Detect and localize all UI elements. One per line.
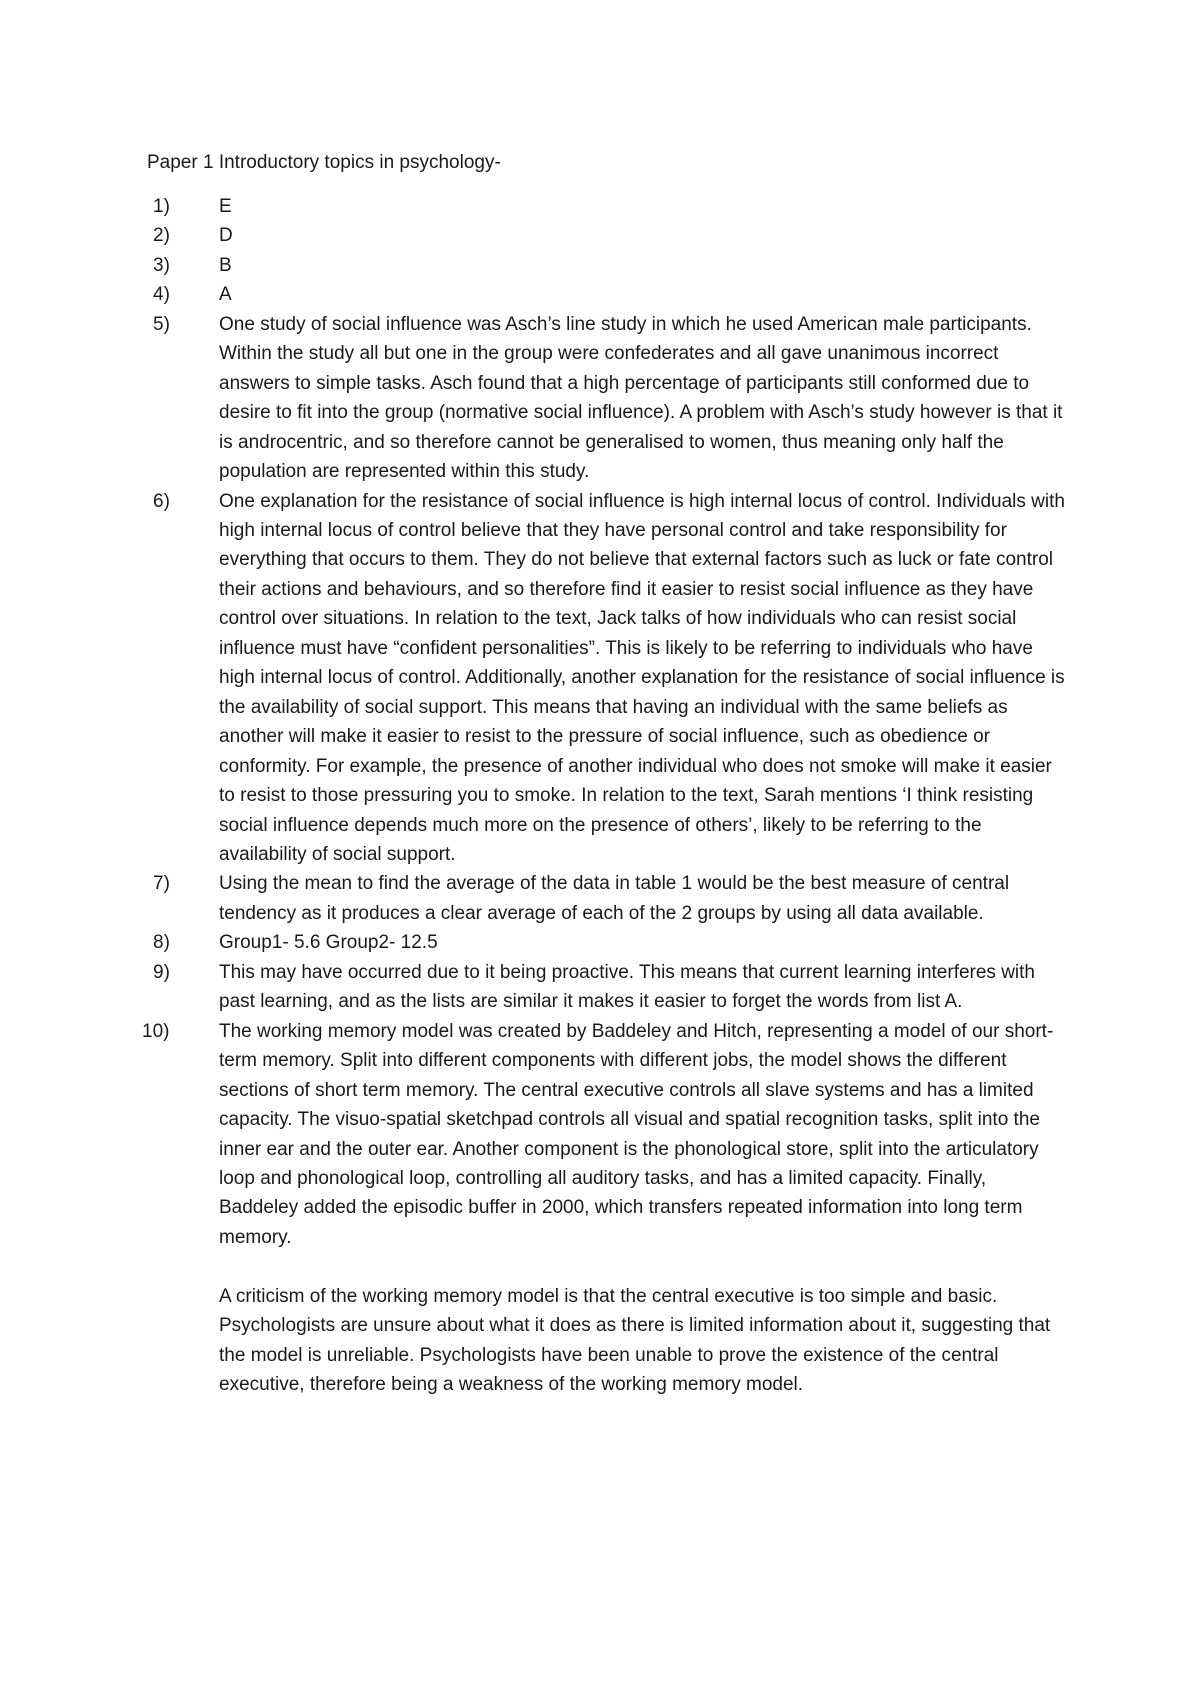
- answer-number: 7): [153, 873, 170, 895]
- answer-item: [142, 1017, 1067, 1400]
- answer-number: 1): [153, 196, 170, 217]
- answer-item: [147, 280, 1067, 309]
- answer-text: This may have occurred due to it being proactive. This means that current learning interferes with past learning, and as the lists are similar it makes it easier to forget the words from list A.: [219, 961, 1035, 1013]
- answer-item: [147, 487, 1067, 870]
- answer-number: 9): [153, 961, 170, 983]
- answer-number: 3): [153, 254, 170, 276]
- answer-item: [147, 310, 1067, 487]
- answer-list: [142, 192, 1067, 1400]
- answer-text: B: [219, 254, 232, 276]
- answer-text-criticism: A criticism of the working memory model is that the central executive is too simple and basic. Psychologists are unsure about what it does as there is limited information about it, suggesting that the model is unreliable. Psychologists have been unable to prove the existence of the central executive, therefore being a weakness of the working memory model.: [219, 1285, 1051, 1396]
- answer-item: [147, 251, 1067, 280]
- answer-number: 6): [153, 490, 170, 512]
- answer-item: [147, 221, 1067, 250]
- answer-item: [147, 869, 1067, 928]
- answer-number: 10): [142, 1020, 170, 1042]
- answer-number: 2): [153, 225, 170, 247]
- answer-number: 8): [153, 932, 170, 954]
- answer-item: [147, 192, 1067, 221]
- answer-text: One study of social influence was Asch’s line study in which he used American male participants. Within the study all but one in the group were confederates and all gave unanimous incorrect answers to simple tasks. Asch found that a high percentage of participants still conformed due to desire to fit into the group (normative social influence). A problem with Asch’s study however is that it is androcentric, and so therefore cannot be generalised to women, thus meaning only half the population are represented within this study.: [219, 313, 1063, 483]
- answer-number: 4): [153, 284, 170, 306]
- answer-text: A: [219, 284, 232, 306]
- answer-text: The working memory model was created by Baddeley and Hitch, representing a model of our short-term memory. Split into different components with different jobs, the model shows the different sections of short term memory. The central executive controls all slave systems and has a limited capacity. The visuo-spatial sketchpad controls all visual and spatial recognition tasks, split into the inner ear and the outer ear. Another component is the phonological store, split into the articulatory loop and phonological loop, controlling all auditory tasks, and has a limited capacity. Finally, Baddeley added the episodic buffer in 2000, which transfers repeated information into long term memory.: [219, 1020, 1054, 1248]
- answer-text: One explanation for the resistance of social influence is high internal locus of control. Individuals with high internal locus of control believe that they have personal control and take responsibility for everything that occurs to them. They do not believe that external factors such as luck or fate control their actions and behaviours, and so therefore find it easier to resist social influence as they have control over situations. In relation to the text, Jack talks of how individuals who can resist social influence must have “confident personalities”. This is likely to be referring to individuals who have high internal locus of control. Additionally, another explanation for the resistance of social influence is the availability of social support. This means that having an individual with the same beliefs as another will make it easier to resist to the pressure of social influence, such as obedience or conformity. For example, the presence of another individual who does not smoke will make it easier to resist to those pressuring you to smoke. In relation to the text, Sarah mentions ‘I think resisting social influence depends much more on the presence of others’, likely to be referring to the availability of social support.: [219, 490, 1065, 865]
- answer-item: [147, 958, 1067, 1017]
- answer-text: D: [219, 225, 233, 247]
- answer-text: E: [219, 196, 232, 217]
- document-title: Paper 1 Introductory topics in psychology-: [147, 152, 501, 173]
- answer-item: [147, 928, 1067, 957]
- answer-text: Using the mean to find the average of the data in table 1 would be the best measure of central tendency as it produces a clear average of each of the 2 groups by using all data available.: [219, 873, 1010, 924]
- answer-number: 5): [153, 313, 170, 335]
- answer-text: Group1- 5.6 Group2- 12.5: [219, 932, 438, 954]
